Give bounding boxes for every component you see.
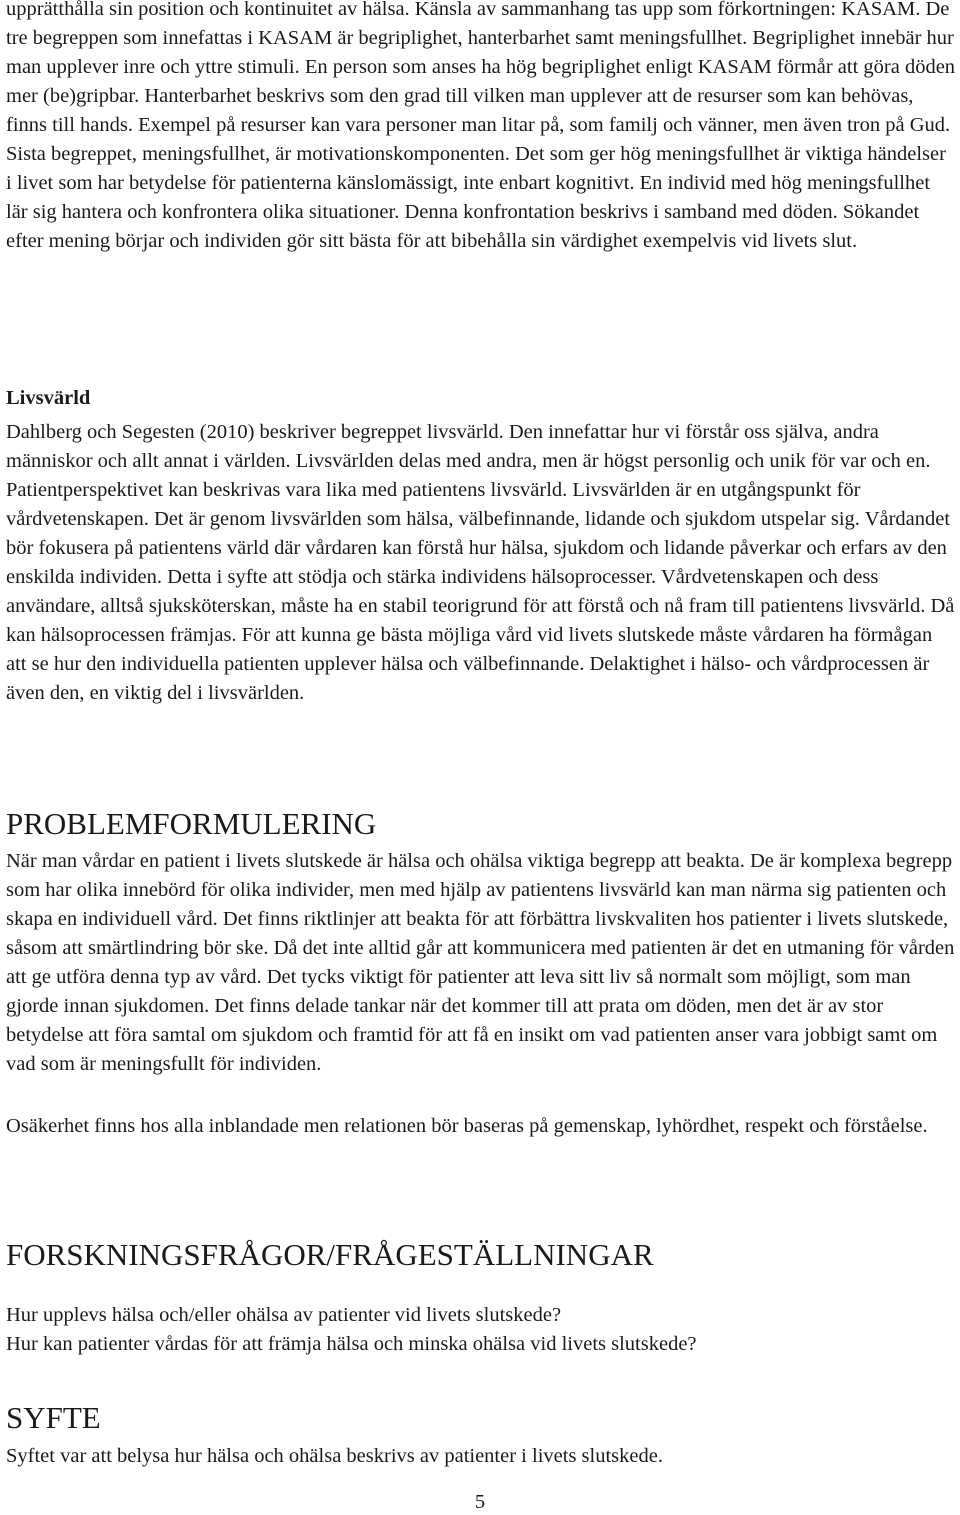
forskningsfragor-heading: FORSKNINGSFRÅGOR/FRÅGESTÄLLNINGAR: [6, 1237, 654, 1272]
livsvarld-heading: Livsvärld: [6, 387, 91, 409]
syfte-paragraph: Syftet var att belysa hur hälsa och ohälsa beskrivs av patienter i livets slutskede.: [6, 1445, 663, 1467]
research-question-1: Hur upplevs hälsa och/eller ohälsa av patienter vid livets slutskede?: [6, 1304, 562, 1326]
page-number: 5: [474, 1491, 486, 1513]
problemformulering-heading: PROBLEMFORMULERING: [6, 806, 377, 841]
livsvarld-paragraph: Dahlberg och Segesten (2010) beskriver begreppet livsvärld. Den innefattar hur vi förstår oss själva, andra människor och allt annat i världen. Livsvärlden delas med andra, men är högst personlig och unik för var och en. Patientperspektivet kan beskrivas vara lika med patientens livsvärld. Livsvärlden är en utgångspunkt för vårdvetenskapen. Det är genom livsvärlden som hälsa, välbefinnande, lidande och sjukdom utspelar sig. Vårdandet bör fokusera på patientens värld där vårdaren kan förstå hur hälsa, sjukdom och lidande påverkar och erfars av den enskilda individen. Detta i syfte att stödja och stärka individens hälsoprocesser. Vårdvetenskapen och dess användare, alltså sjuksköterskan, måste ha en stabil teorigrund för att förstå och nå fram till patientens livsvärld. Då kan hälsoprocessen främjas. För att kunna ge bästa möjliga vård vid livets slutskede måste vårdaren ha förmågan att se hur den individuella patienten upplever hälsa och välbefinnande. Delaktighet i hälso- och vårdprocessen är även den, en viktig del i livsvärlden.: [6, 421, 955, 704]
problemformulering-paragraph: När man vårdar en patient i livets slutskede är hälsa och ohälsa viktiga begrepp att beakta. De är komplexa begrepp som har olika innebörd för olika individer, men med hjälp av patientens livsvärld kan man närma sig patienten och skapa en individuell vård. Det finns riktlinjer att beakta för att förbättra livskvaliten hos patienter i livets slutskede, såsom att smärtlindring bör ske. Då det inte alltid går att kommunicera med patienten är det en utmaning för vården att ge utföra denna typ av vård. Det tycks viktigt för patienter att leva sitt liv så normalt som möjligt, som man gjorde innan sjukdomen. Det finns delade tankar när det kommer till att prata om döden, men det är av stor betydelse att föra samtal om sjukdom och framtid för att få en insikt om vad patienten anser vara jobbigt samt om vad som är meningsfullt för individen.: [6, 850, 955, 1075]
syfte-heading: SYFTE: [6, 1400, 101, 1435]
problemformulering-paragraph-2: Osäkerhet finns hos alla inblandade men relationen bör baseras på gemenskap, lyhördhet, respekt och förståelse.: [6, 1115, 928, 1137]
intro-paragraph: upprätthålla sin position och kontinuitet av hälsa. Känsla av sammanhang tas upp som förkortningen: KASAM. De tre begreppen som innefattas i KASAM är begriplighet, hanterbarhet samt meningsfullhet. Begriplighet innebär hur man upplever inre och yttre stimuli. En person som anses ha hög begriplighet enligt KASAM förmår att göra döden mer (be)gripbar. Hanterbarhet beskrivs som den grad till vilken man upplever att de resurser som kan behövas, finns till hands. Exempel på resurser kan vara personer man litar på, som familj och vänner, men även tron på Gud. Sista begreppet, meningsfullhet, är motivationskomponenten. Det som ger hög meningsfullhet är viktiga händelser i livet som har betydelse för patienterna känslomässigt, inte enbart kognitivt. En individ med hög meningsfullhet lär sig hantera och konfrontera olika situationer. Denna konfrontation beskrivs i samband med döden. Sökandet efter mening börjar och individen gör sitt bästa för att bibehålla sin värdighet exempelvis vid livets slut.: [6, 0, 956, 252]
research-question-2: Hur kan patienter vårdas för att främja hälsa och minska ohälsa vid livets slutskede?: [6, 1333, 697, 1355]
